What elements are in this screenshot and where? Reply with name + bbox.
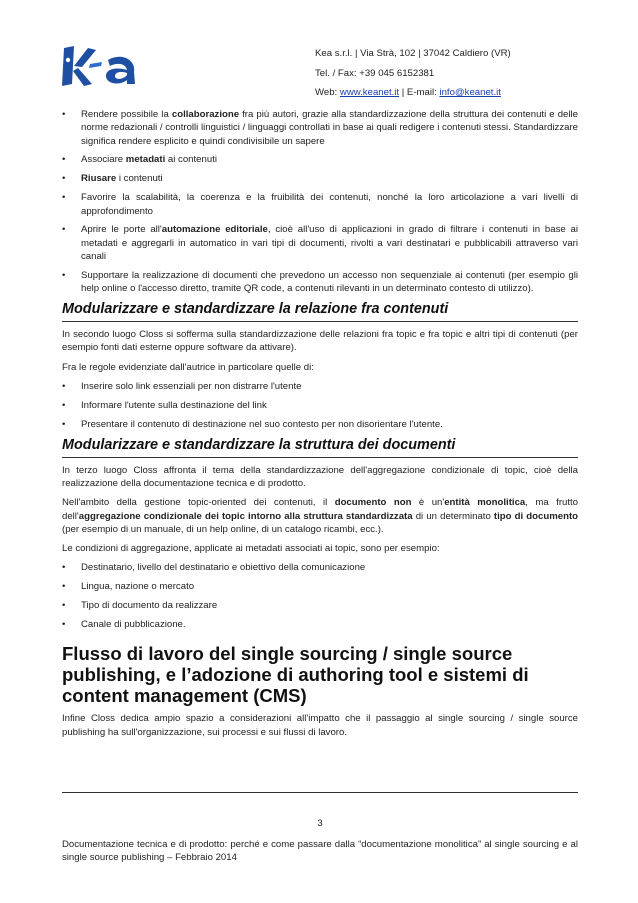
bullet-icon: •	[62, 399, 66, 411]
paragraph: Infine Closs dedica ampio spazio a considerazioni all'impatto che il passaggio al single sourcing / single source publishing ha sull'organizzazione, sui processi e sui flussi di lavoro.	[62, 713, 578, 738]
intro-bullet-list	[62, 108, 578, 296]
page-number: 3	[317, 818, 323, 829]
list-item: • Canale di pubblicazione.	[62, 619, 186, 631]
email-link[interactable]: info@keanet.it	[439, 87, 501, 98]
aggregation-conditions-list	[62, 561, 578, 631]
bullet-icon: •	[62, 173, 66, 185]
list-item: • Destinatario, livello del destinatario e obiettivo della comunicazione	[62, 562, 366, 574]
list-item: • Presentare il contenuto di destinazione nel suo contesto per non disorientare l'utente.	[62, 418, 443, 430]
company-address: Kea s.r.l. | Via Strà, 102 | 37042 Caldiero (VR)	[315, 48, 511, 59]
bullet-icon: •	[62, 418, 66, 430]
bullet-icon: •	[62, 581, 66, 593]
bullet-icon: •	[62, 269, 66, 281]
paragraph: In secondo luogo Closs si sofferma sulla standardizzazione delle relazioni fra topic e fra topic e altri tipi di contenuti (per esempio fonti dati esterne oppure software da attivare).	[62, 329, 578, 354]
section-heading-documents: Modularizzare e standardizzare la struttura dei documenti	[62, 437, 578, 458]
contact-block	[315, 44, 511, 103]
bullet-icon: •	[62, 381, 66, 393]
section-heading-relations: Modularizzare e standardizzare la relazione fra contenuti	[62, 301, 578, 322]
bullet-icon: •	[62, 109, 66, 120]
web-email-line: Web: www.keanet.it | E-mail: info@keanet.it	[315, 87, 501, 98]
bullet-icon: •	[62, 192, 66, 204]
list-item: • Favorire la scalabilità, la coerenza e la fruibilità dei contenuti, nonché la loro articolazione a vari livelli di approfondimento	[62, 192, 578, 217]
phone-fax: Tel. / Fax: +39 045 6152381	[315, 67, 435, 79]
bullet-icon: •	[62, 619, 66, 631]
list-item: • Associare metadati ai contenuti	[62, 154, 217, 166]
bullet-icon: •	[62, 224, 66, 236]
bullet-icon: •	[62, 154, 66, 166]
list-item: • Riusare i contenuti	[62, 173, 163, 185]
bullet-icon: •	[62, 562, 66, 574]
footer-divider	[62, 792, 578, 793]
list-item: • Lingua, nazione o mercato	[62, 581, 195, 593]
section-heading-workflow: Flusso di lavoro del single sourcing / single source publishing, e l’adozione di authoring tool e sistemi di content management (CMS)	[62, 643, 529, 707]
list-item: • Informare l'utente sulla destinazione del link	[62, 399, 267, 411]
main-content	[62, 108, 578, 745]
list-item: • Supportare la realizzazione di documenti che prevedono un accesso non sequenziale ai contenuti (per esempio gli help online o l'accesso diretto, tramite QR code, a contenuti rilevanti in un determinato contesto di utilizzo).	[62, 269, 578, 295]
list-item: • Aprire le porte all'automazione editoriale, cioè all'uso di applicazioni in grado di filtrare i contenuti in base ai metadati e aggregarli in automatico in vari tipi di documenti, rivolti a vari destinatari e pubblicabili attraverso vari canali	[62, 224, 578, 263]
paragraph: In terzo luogo Closs affronta il tema della standardizzazione dell'aggregazione condizionale di topic, cioè della realizzazione della documentazione tecnica e di prodotto.	[62, 464, 578, 489]
kea-logo	[60, 40, 140, 90]
website-link[interactable]: www.keanet.it	[339, 87, 400, 98]
list-item: • Inserire solo link essenziali per non distrarre l'utente	[62, 381, 302, 393]
bullet-icon: •	[62, 600, 66, 612]
list-item: • Tipo di documento da realizzare	[62, 600, 218, 612]
paragraph: Fra le regole evidenziate dall'autrice in particolare quelle di:	[62, 361, 314, 373]
paragraph: Le condizioni di aggregazione, applicate ai metadati associati ai topic, sono per esempio:	[62, 543, 440, 555]
link-rules-list	[62, 380, 578, 431]
list-item: • Rendere possibile la collaborazione fra più autori, grazie alla standardizzazione della struttura dei contenuti e delle norme redazionali / controlli linguistici / linguaggi controllati in base ai quali redigere i contenuti stessi. Standardizzare significa rendere esplicito e quindi condivisibile un sapere	[62, 109, 579, 147]
footer-text: Documentazione tecnica e di prodotto: perché e come passare dalla “documentazione monolitica” al single sourcing e al single source publishing – Febbraio 2014	[62, 839, 578, 863]
paragraph: Nell'ambito della gestione topic-oriented dei contenuti, il documento non è un'entità monolitica, ma frutto dell'aggregazione condizionale dei topic intorno alla struttura standardizzata di un determinato tipo di documento (per esempio di un manuale, di un help online, di un catalogo ricambi, ecc.).	[62, 497, 579, 535]
